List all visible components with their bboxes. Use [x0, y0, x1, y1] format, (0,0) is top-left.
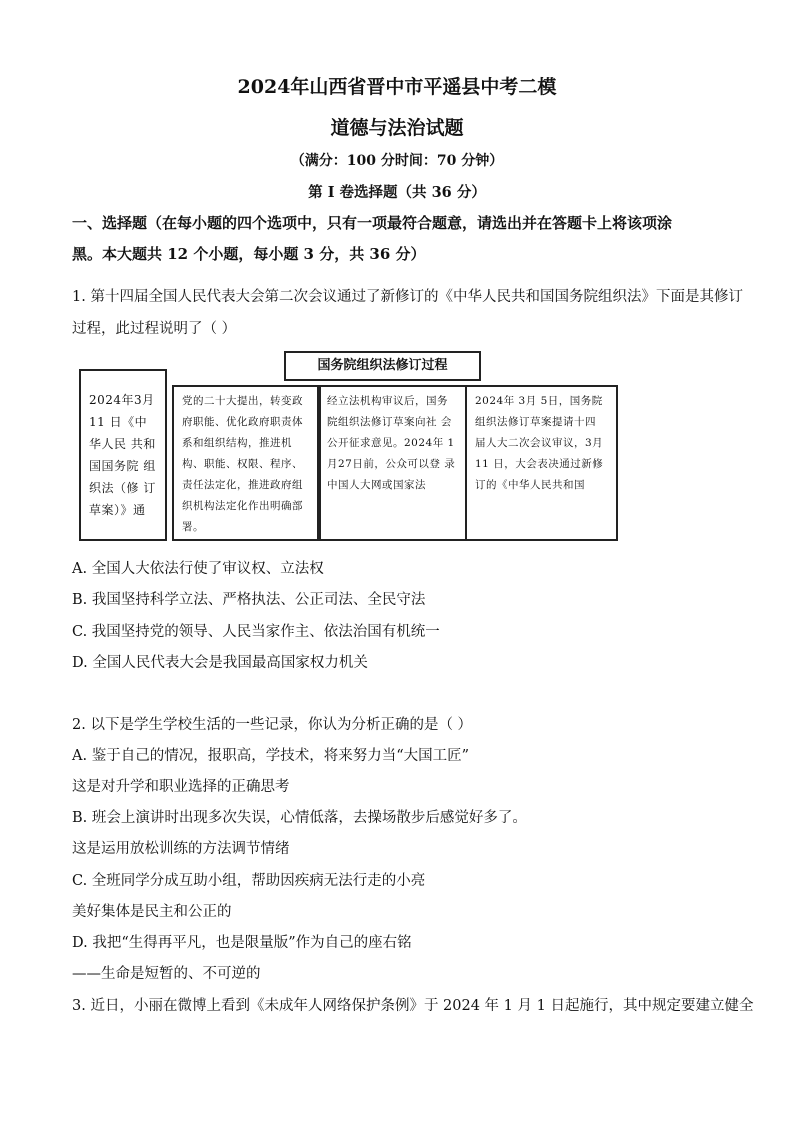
volume-title: 第 I 卷选择题（共 36 分） — [308, 184, 486, 201]
section-instruction-cont: 黑。本大题共 12 个小题，每小题 3 分，共 36 分） — [72, 245, 426, 263]
figure-panel-consultation: 经立法机构审议后，国务院组织法修订草案向社 会公开征求意见。2024年 1月27日前，公众可以登 录中国人大网或国家法 — [317, 385, 467, 541]
question-1-option-d: D. 全国人民代表大会是我国最高国家权力机关 — [72, 655, 368, 671]
question-1-option-a: A. 全国人大依法行使了审议权、立法权 — [72, 561, 324, 577]
question-1-stem: 1. 第十四届全国人民代表大会第二次会议通过了新修订的《中华人民共和国国务院组织法》下面是其修订 — [72, 289, 743, 305]
question-2-line-b: B. 班会上演讲时出现多次失误，心情低落，去操场散步后感觉好多了。 — [72, 810, 527, 826]
question-2-line-c: C. 全班同学分成互助小组，帮助因疾病无法行走的小亮 — [72, 873, 426, 889]
question-3-stem: 3. 近日，小丽在微博上看到《未成年人网络保护条例》于 2024 年 1 月 1 日起施行，其中规定要建立健全 — [72, 998, 754, 1014]
figure-panel-background: 党的二十大提出，转变政府职能、优化政府职责体系和组织结构，推进机构、职能、权限、程序、责任法定化，推进政府组织机构法定化作出明确部署。 — [172, 385, 321, 541]
question-2-line-a-analysis: 这是对升学和职业选择的正确思考 — [72, 779, 290, 795]
score-time: （满分：100 分时间：70 分钟） — [290, 153, 504, 169]
question-2-line-b-analysis: 这是运用放松训练的方法调节情绪 — [72, 841, 290, 857]
subject-title: 道德与法治试题 — [330, 117, 464, 139]
question-2-stem: 2. 以下是学生学校生活的一些记录，你认为分析正确的是（ ） — [72, 717, 473, 733]
figure-title: 国务院组织法修订过程 — [284, 351, 481, 381]
question-1-stem-cont: 过程，此过程说明了（ ） — [72, 321, 237, 337]
question-2-line-c-analysis: 美好集体是民主和公正的 — [72, 904, 232, 920]
figure-panel-vote: 2024年 3月 5日，国务院 组织法修订草案提请十四 届人大二次会议审议，3月 11 日，大会表决通过新修 订的《中华人民共和国 — [465, 385, 618, 541]
section-instruction: 一、选择题（在每小题的四个选项中，只有一项最符合题意，请选出并在答题卡上将该项涂 — [72, 214, 673, 232]
page-title: 2024年山西省晋中市平遥县中考二模 — [237, 76, 557, 98]
question-1-option-c: C. 我国坚持党的领导、人民当家作主、依法治国有机统一 — [72, 624, 440, 640]
question-1-option-b: B. 我国坚持科学立法、严格执法、公正司法、全民守法 — [72, 592, 426, 608]
figure-panel-date: 2024年3月11 日《中华人民 共和国国务院 组织法（修 订 草案）》通 — [79, 369, 167, 541]
question-2-line-d-analysis: ——生命是短暂的、不可逆的 — [72, 966, 261, 982]
question-2-line-a: A. 鉴于自己的情况，报职高，学技术，将来努力当“大国工匠” — [72, 748, 470, 764]
question-2-line-d: D. 我把“生得再平凡，也是限量版”作为自己的座右铭 — [72, 935, 412, 951]
